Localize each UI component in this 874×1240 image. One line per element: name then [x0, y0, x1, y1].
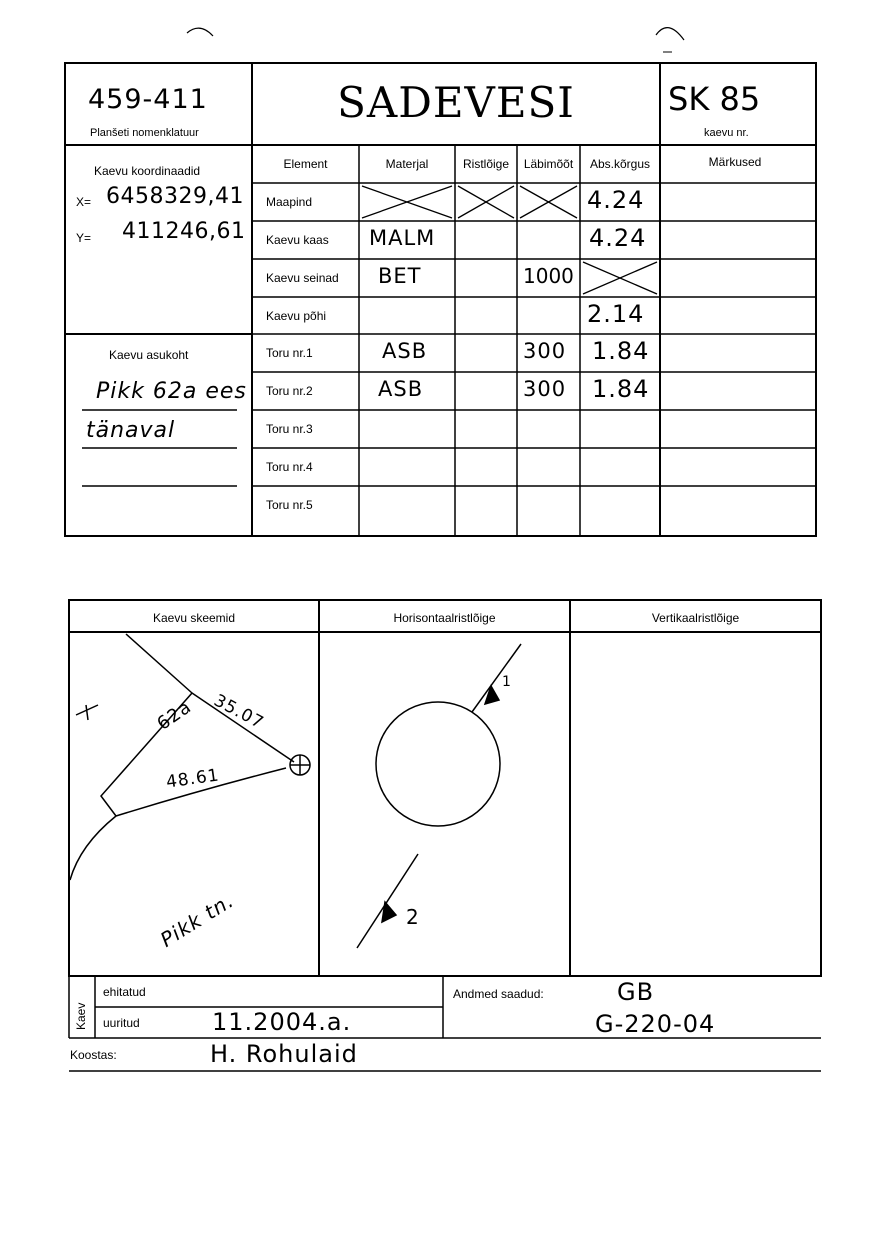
- author-label: Koostas:: [70, 1048, 117, 1062]
- row-element: Maapind: [266, 195, 313, 209]
- height-value: 4.24: [587, 186, 645, 214]
- author-value: H. Rohulaid: [210, 1040, 358, 1068]
- material-value: ASB: [382, 339, 428, 363]
- col-abs-height: Abs.kõrgus: [589, 157, 651, 171]
- row-element: Kaevu seinad: [266, 271, 339, 285]
- row-element: Toru nr.1: [266, 346, 313, 360]
- height-value: 4.24: [589, 224, 647, 252]
- col-material: Materjal: [385, 157, 429, 171]
- location-line2: tänaval: [86, 418, 176, 443]
- well-label: kaevu nr.: [704, 127, 749, 139]
- material-value: BET: [378, 264, 422, 288]
- location-label: Kaevu asukoht: [109, 348, 189, 362]
- sketch-header-vertical: Vertikaalristlõige: [651, 611, 740, 625]
- row-element: Toru nr.4: [266, 460, 313, 474]
- well-id: SK 85: [668, 80, 761, 118]
- height-value: 1.84: [592, 337, 650, 365]
- col-diameter: Läbimõõt: [523, 157, 574, 171]
- col-notes: Märkused: [708, 155, 762, 169]
- height-value: 2.14: [587, 300, 645, 328]
- row-element: Kaevu põhi: [266, 309, 327, 323]
- well-side-label: Kaev: [74, 1002, 88, 1030]
- street-name: Pikk tn.: [155, 888, 239, 952]
- sketch-header-schemes: Kaevu skeemid: [152, 611, 236, 625]
- dimension-b: 48.61: [164, 765, 221, 793]
- surveyed-label: uuritud: [103, 1016, 140, 1030]
- data-source-code: G-220-04: [595, 1010, 716, 1038]
- col-cross-section: Ristlõige: [462, 157, 510, 171]
- diameter-value: 1000: [523, 264, 574, 288]
- location-line1: Pikk 62a ees: [96, 379, 247, 404]
- x-value: 6458329,41: [106, 184, 244, 209]
- pipe-2-label: 2: [406, 905, 420, 929]
- material-value: MALM: [369, 226, 436, 250]
- diameter-value: 300: [523, 377, 567, 401]
- pipe-1-label: 1: [502, 674, 512, 690]
- coordinates-label: Kaevu koordinaadid: [94, 164, 201, 178]
- dimension-a: 35.07: [210, 690, 268, 734]
- y-prefix: Y=: [76, 231, 92, 245]
- height-value: 1.84: [592, 375, 650, 403]
- col-element: Element: [283, 157, 328, 171]
- building-number: 62a: [153, 696, 196, 735]
- horizontal-cross-section: [319, 632, 570, 976]
- data-source-value: GB: [617, 978, 655, 1006]
- row-element: Toru nr.5: [266, 498, 313, 512]
- surveyed-value: 11.2004.a.: [212, 1008, 352, 1036]
- document-title: SADEVESI: [337, 78, 575, 127]
- y-value: 411246,61: [122, 219, 246, 244]
- row-element: Toru nr.3: [266, 422, 313, 436]
- built-label: ehitatud: [103, 985, 146, 999]
- diameter-value: 300: [523, 339, 567, 363]
- row-element: Kaevu kaas: [266, 233, 329, 247]
- x-prefix: X=: [76, 195, 92, 209]
- row-element: Toru nr.2: [266, 384, 313, 398]
- material-value: ASB: [378, 377, 424, 401]
- sketch-header-horizontal: Horisontaalristlõige: [393, 611, 496, 625]
- sheet-code: 459-411: [88, 84, 208, 115]
- data-source-label: Andmed saadud:: [453, 987, 544, 1001]
- sheet-label: Planšeti nomenklatuur: [90, 127, 199, 139]
